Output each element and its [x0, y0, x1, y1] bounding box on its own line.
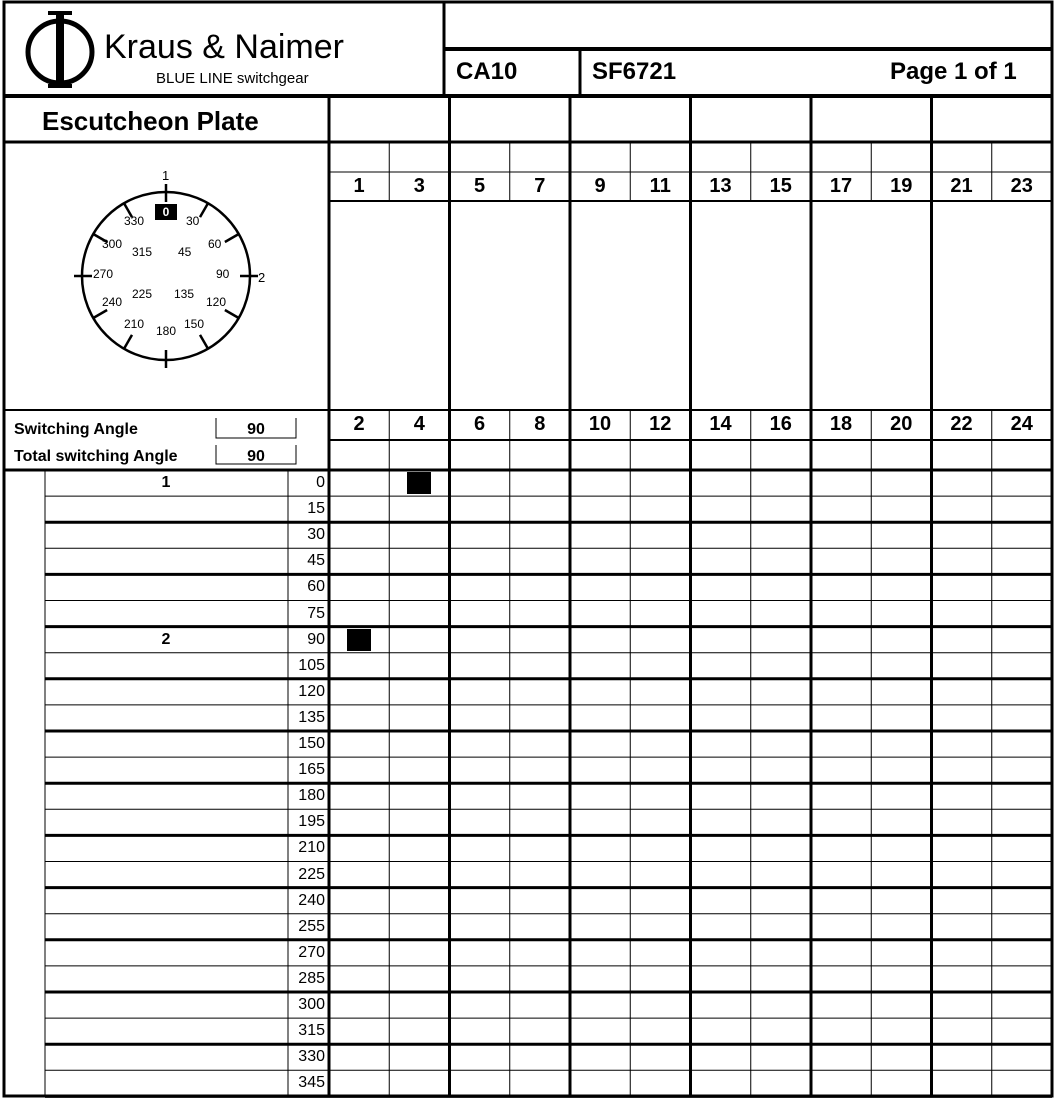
switching-angle-label: Switching Angle: [14, 421, 138, 438]
total-switching-angle-value: 90: [247, 448, 265, 465]
angle-cell: 240: [298, 891, 325, 909]
angle-cell: 30: [307, 526, 325, 544]
angle-cell: 270: [298, 943, 325, 961]
terminal-top-13: 13: [709, 175, 732, 197]
page-indicator: Page 1 of 1: [890, 58, 1017, 85]
terminal-bottom-6: 6: [473, 413, 486, 435]
angle-cell: 210: [298, 839, 325, 857]
angle-cell: 150: [298, 735, 325, 752]
terminal-top-7: 7: [534, 175, 546, 197]
angle-cell: 345: [298, 1074, 325, 1092]
total-switching-angle-label: Total switching Angle: [14, 448, 178, 465]
kraus-naimer-logo-icon: [20, 8, 100, 90]
dial-label: 150: [184, 317, 205, 331]
terminal-top-15: 15: [769, 175, 792, 197]
terminal-bottom-8: 8: [534, 413, 546, 435]
terminal-top-21: 21: [950, 175, 973, 197]
dial-label: 240: [102, 295, 123, 309]
angle-cell: 330: [298, 1048, 325, 1066]
part-number: SF6721: [592, 58, 677, 85]
brand-tagline: BLUE LINE switchgear: [156, 70, 309, 87]
terminal-bottom-14: 14: [709, 413, 732, 435]
contact-closed-marker: [347, 629, 371, 651]
position-cell: 1: [161, 474, 171, 491]
brand-name: Kraus & Naimer: [104, 28, 344, 66]
terminal-top-17: 17: [829, 175, 853, 197]
terminal-bottom-16: 16: [769, 413, 792, 435]
terminal-top-5: 5: [473, 175, 486, 197]
terminal-bottom-4: 4: [413, 413, 425, 435]
terminal-bottom-20: 20: [890, 413, 913, 435]
angle-cell: 225: [298, 865, 325, 883]
angle-cell: 45: [307, 552, 325, 570]
angle-cell: 165: [298, 761, 325, 779]
angle-cell: 105: [298, 656, 325, 674]
terminal-top-1: 1: [353, 175, 365, 197]
terminal-top-19: 19: [890, 175, 913, 197]
dial-marker-position-2: 2: [258, 270, 266, 285]
angle-cell: 135: [298, 708, 325, 726]
terminal-bottom-10: 10: [588, 413, 612, 435]
dial-label: 60: [208, 237, 222, 251]
angle-cell: 60: [307, 578, 325, 596]
dial-label: 45: [178, 245, 192, 259]
dial-marker-position-1: 1: [162, 168, 170, 183]
dial-label: 120: [206, 295, 227, 309]
contact-closed-marker: [407, 472, 431, 494]
terminal-bottom-22: 22: [950, 413, 973, 435]
dial-label: 300: [102, 237, 123, 251]
angle-cell: 180: [298, 787, 325, 805]
terminal-top-11: 11: [649, 175, 671, 197]
dial-label: 225: [132, 287, 153, 301]
angle-cell: 90: [307, 630, 325, 648]
terminal-top-9: 9: [594, 175, 606, 197]
dial-label: 90: [216, 267, 230, 281]
angle-cell: 0: [316, 474, 325, 491]
dial-label: 135: [174, 287, 195, 301]
terminal-bottom-12: 12: [649, 413, 672, 435]
angle-cell: 300: [298, 996, 325, 1013]
dial-zero-highlight: 0: [155, 204, 177, 220]
terminal-bottom-2: 2: [353, 413, 365, 435]
dial-label: 180: [156, 324, 177, 338]
angle-cell: 75: [307, 604, 325, 622]
terminal-bottom-18: 18: [829, 413, 853, 435]
angle-cell: 15: [307, 500, 325, 518]
escutcheon-title: Escutcheon Plate: [42, 106, 259, 136]
terminal-top-3: 3: [413, 175, 425, 197]
terminal-bottom-24: 24: [1010, 413, 1033, 435]
angle-cell: 285: [298, 969, 325, 987]
angle-cell: 255: [298, 917, 325, 935]
dial-label: 30: [186, 214, 200, 228]
dial-label: 315: [132, 245, 153, 259]
series-code: CA10: [456, 58, 518, 85]
escutcheon-dial: [70, 160, 280, 370]
switching-angle-value: 90: [247, 421, 265, 438]
dial-label: 330: [124, 214, 145, 228]
position-cell: 2: [161, 630, 171, 648]
angle-cell: 195: [298, 813, 325, 831]
angle-cell: 315: [298, 1022, 325, 1040]
dial-label: 210: [124, 317, 145, 331]
terminal-top-23: 23: [1010, 175, 1033, 197]
angle-cell: 120: [298, 682, 325, 700]
dial-label: 270: [93, 267, 114, 281]
